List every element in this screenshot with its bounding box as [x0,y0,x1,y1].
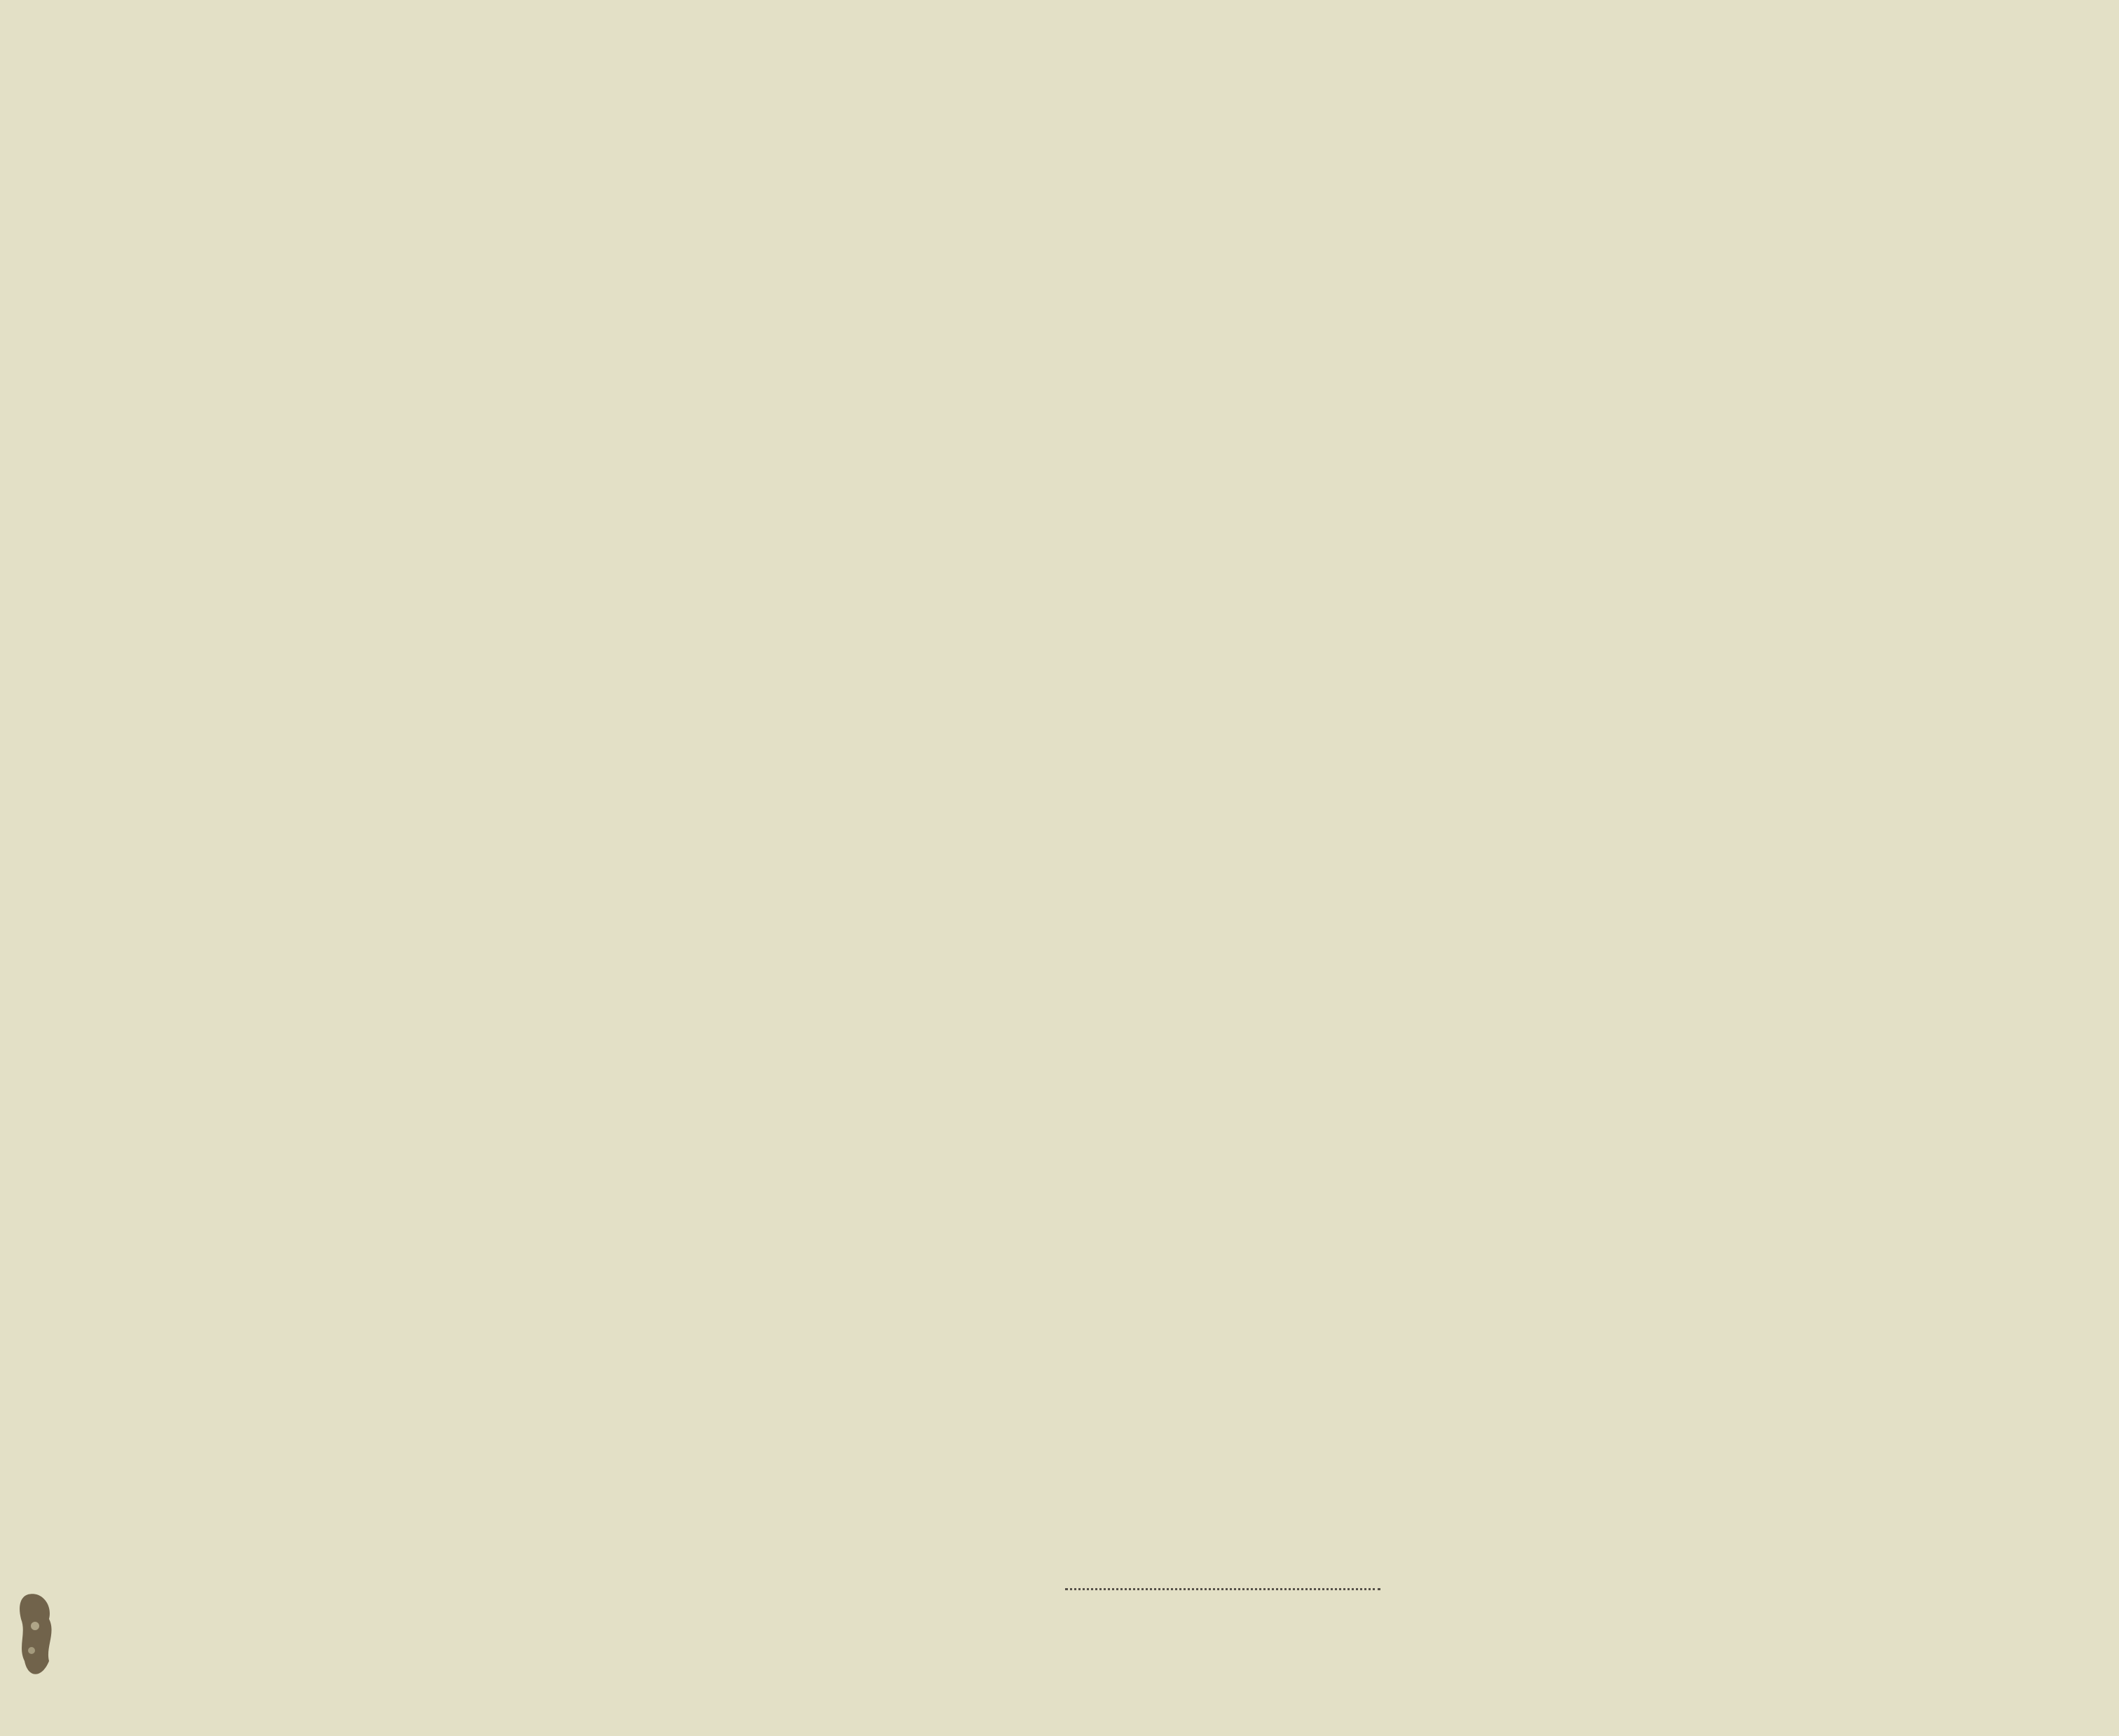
paper-stain [14,1591,63,1682]
signature-line [1065,1588,1380,1590]
